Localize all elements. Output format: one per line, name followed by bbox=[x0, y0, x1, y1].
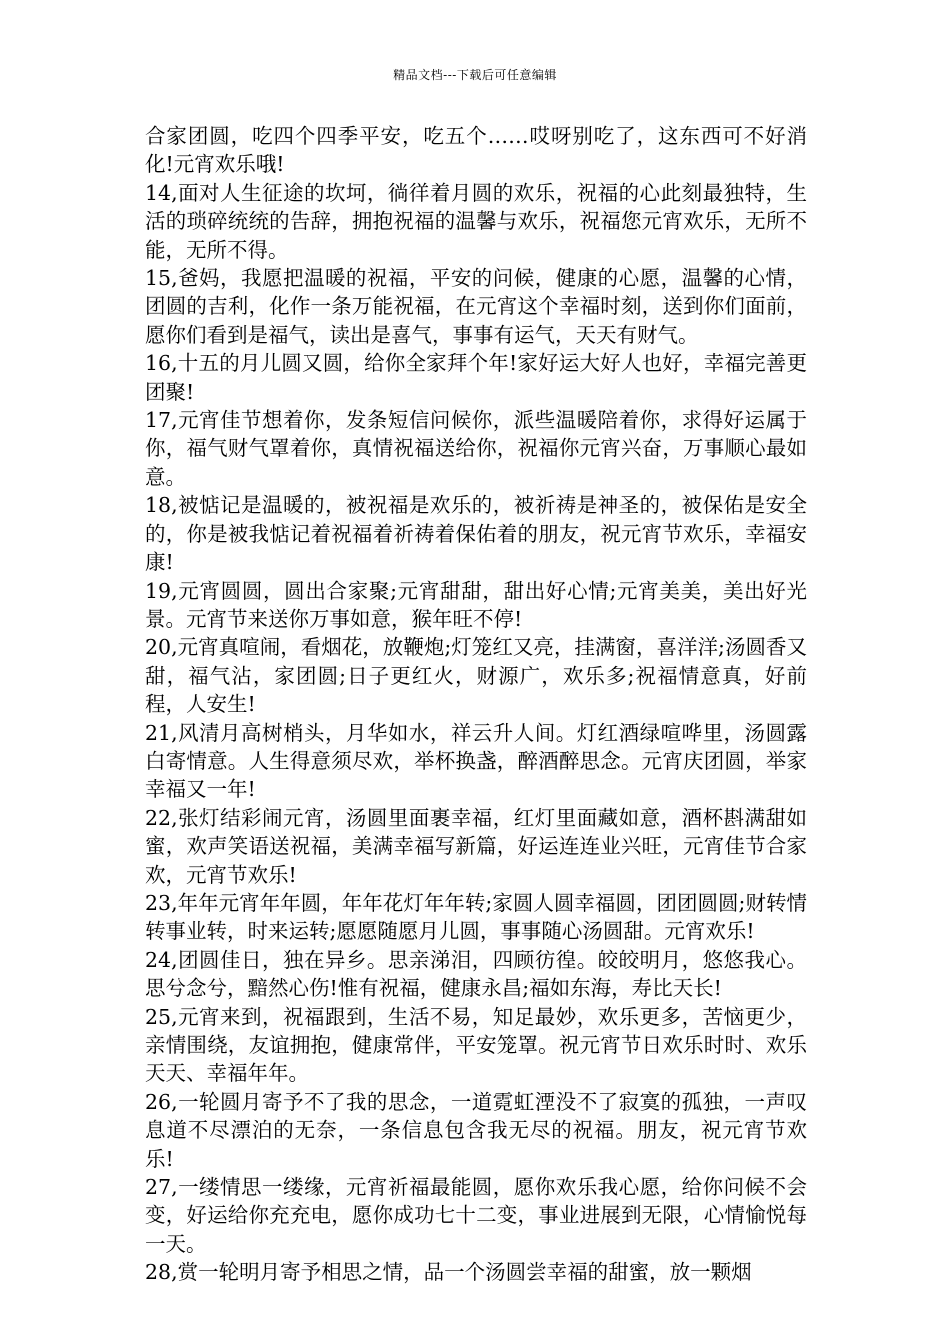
paragraph: 28,赏一轮明月寄予相思之情，品一个汤圆尝幸福的甜蜜，放一颗烟 bbox=[145, 1260, 752, 1285]
paragraph: 合家团圆，吃四个四季平安，吃五个……哎呀别吃了，这东西可不好消化!元宵欢乐哦! bbox=[145, 124, 807, 177]
paragraph: 27,一缕情思一缕缘，元宵祈福最能圆，愿你欢乐我心愿，给你问候不会变，好运给你充充电，愿你成功七十二变，事业进展到无限，心情愉悦每一天。 bbox=[145, 1175, 807, 1256]
document-body bbox=[145, 122, 807, 1287]
paragraph: 21,风清月高树梢头，月华如水，祥云升人间。灯红酒绿喧哗里，汤圆露白寄情意。人生得意须尽欢，举杯换盏，醉酒醉思念。元宵庆团圆，举家幸福又一年! bbox=[145, 720, 807, 802]
paragraph: 19,元宵圆圆，圆出合家聚;元宵甜甜，甜出好心情;元宵美美，美出好光景。元宵节来送你万事如意，猴年旺不停! bbox=[145, 578, 807, 631]
paragraph: 20,元宵真喧闹，看烟花，放鞭炮;灯笼红又亮，挂满窗，喜洋洋;汤圆香又甜，福气沾，家团圆;日子更红火，财源广，欢乐多;祝福情意真，好前程，人安生! bbox=[145, 635, 807, 717]
paragraph: 16,十五的月儿圆又圆，给你全家拜个年!家好运大好人也好，幸福完善更团聚! bbox=[145, 351, 807, 404]
paragraph: 24,团圆佳日，独在异乡。思亲涕泪，四顾彷徨。皎皎明月，悠悠我心。思兮念兮，黯然心伤!惟有祝福，健康永昌;福如东海，寿比天长! bbox=[145, 947, 807, 1001]
paragraph: 14,面对人生征途的坎坷，徜徉着月圆的欢乐，祝福的心此刻最独特，生活的琐碎统统的告辞，拥抱祝福的温馨与欢乐，祝福您元宵欢乐，无所不能，无所不得。 bbox=[145, 180, 807, 262]
page-header: 精品文档---下载后可任意编辑 bbox=[393, 68, 557, 82]
paragraph: 15,爸妈，我愿把温暖的祝福，平安的问候，健康的心愿，温馨的心情，团圆的吉利，化作一条万能祝福，在元宵这个幸福时刻，送到你们面前，愿你们看到是福气，读出是喜气，事事有运气，天天有财气。 bbox=[145, 266, 807, 347]
paragraph: 18,被惦记是温暖的，被祝福是欢乐的，被祈祷是神圣的，被保佑是安全的，你是被我惦记着祝福着祈祷着保佑着的朋友，祝元宵节欢乐，幸福安康! bbox=[145, 493, 807, 575]
paragraph: 22,张灯结彩闹元宵，汤圆里面裹幸福，红灯里面藏如意，酒杯斟满甜如蜜，欢声笑语送祝福，美满幸福写新篇，好运连连业兴旺，元宵佳节合家欢，元宵节欢乐! bbox=[145, 805, 807, 887]
paragraph: 26,一轮圆月寄予不了我的思念，一道霓虹湮没不了寂寞的孤独，一声叹息道不尽漂泊的无奈，一条信息包含我无尽的祝福。朋友，祝元宵节欢乐! bbox=[145, 1089, 807, 1171]
paragraph: 17,元宵佳节想着你，发条短信问候你，派些温暖陪着你，求得好运属于你，福气财气罩着你，真情祝福送给你，祝福你元宵兴奋，万事顺心最如意。 bbox=[145, 408, 807, 489]
paragraph: 25,元宵来到，祝福跟到，生活不易，知足最妙，欢乐更多，苦恼更少，亲情围绕，友谊拥抱，健康常伴，平安笼罩。祝元宵节日欢乐时时、欢乐天天、幸福年年。 bbox=[145, 1004, 807, 1086]
paragraph: 23,年年元宵年年圆，年年花灯年年转;家圆人圆幸福圆，团团圆圆;财转情转事业转，时来运转;愿愿随愿月儿圆，事事随心汤圆甜。元宵欢乐! bbox=[145, 890, 807, 944]
